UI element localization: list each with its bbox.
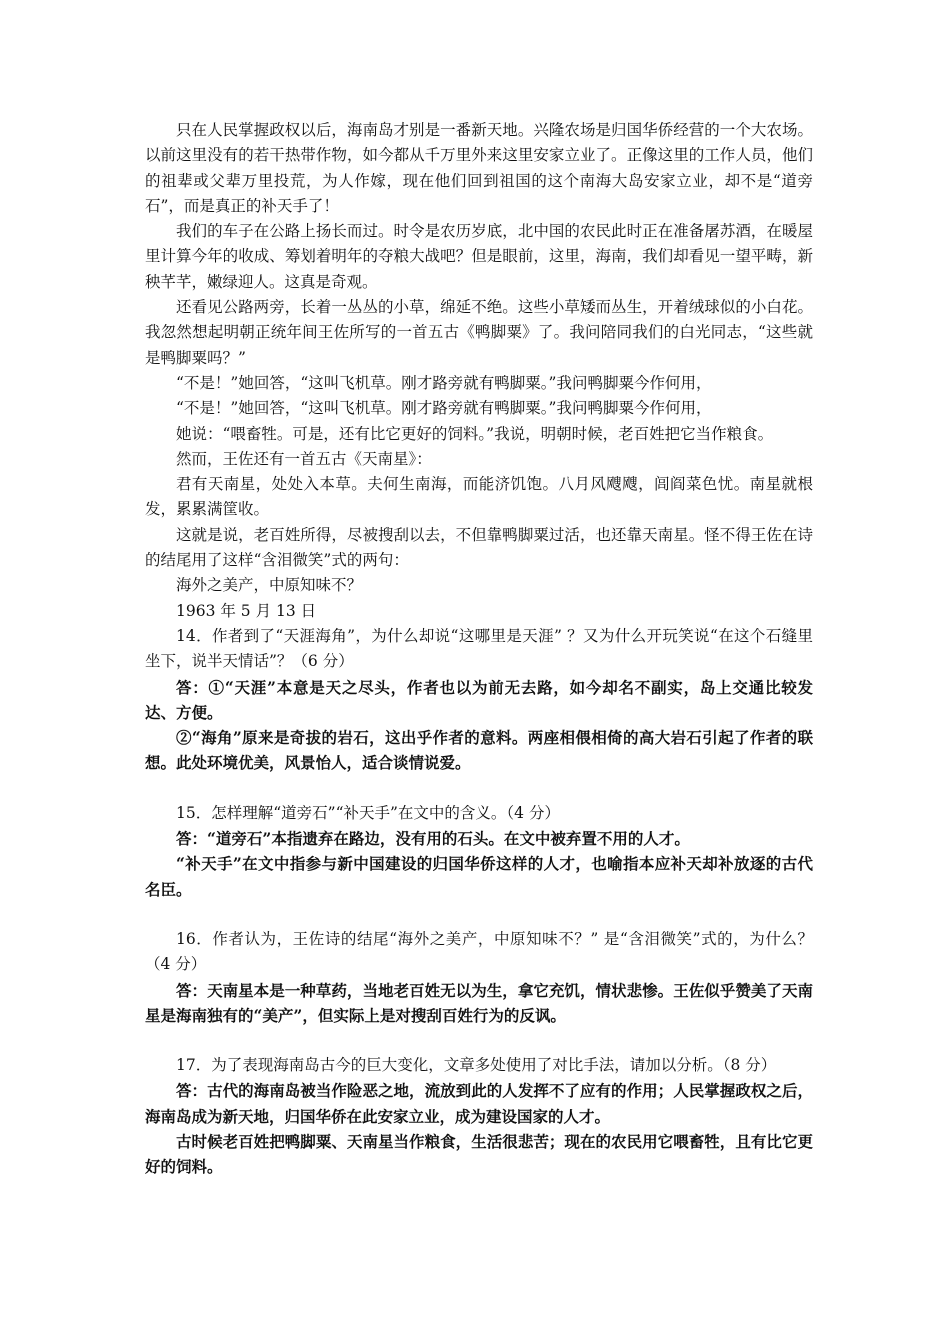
answer-17-part-2: 古时候老百姓把鸭脚粟、天南星当作粮食，生活很悲苦；现在的农民用它喂畜牲，且有比它更好的饲料。 (145, 1131, 813, 1177)
paragraph: “不是！”她回答，“这叫飞机草。刚才路旁就有鸭脚粟。”我问鸭脚粟今作何用， (176, 399, 712, 418)
poem-line: 海外之美产，中原知味不？ (176, 576, 363, 595)
document-page (145, 118, 813, 1180)
question-15: 15．怎样理解“道旁石”“补天手”在文中的含义。（4 分） (176, 803, 560, 822)
question-17: 17．为了表现海南岛古今的巨大变化，文章多处使用了对比手法，请加以分析。（8 分） (176, 1056, 777, 1075)
paragraph: 这就是说，老百姓所得，尽被搜刮以去，不但靠鸭脚粟过活，也还靠天南星。怪不得王佐在诗的结尾用了这样“含泪微笑”式的两句： (145, 525, 813, 570)
paragraph: 然而，王佐还有一首五古《天南星》： (176, 449, 432, 468)
answer-16: 答：天南星本是一种草药，当地老百姓无以为生，拿它充饥，情状悲惨。王佐似乎赞美了天南星是海南独有的“美产”，但实际上是对搜刮百姓行为的反讽。 (145, 980, 813, 1025)
paragraph: 还看见公路两旁，长着一丛丛的小草，绵延不绝。这些小草矮而丛生，开着绒球似的小白花。我忽然想起明朝正统年间王佐所写的一首五古《鸭脚粟》了。我问陪同我们的白光同志，“这些就是鸭脚粟吗？” (145, 298, 813, 367)
spacer (145, 776, 813, 801)
spacer (145, 902, 813, 927)
answer-14-part-2: ②“海角”原来是奇拔的岩石，这出乎作者的意料。两座相偎相倚的高大岩石引起了作者的联想。此处环境优美，风景怡人，适合谈情说爱。 (145, 728, 813, 773)
answer-14-part-1: 答：①“天涯”本意是天之尽头，作者也以为前无去路，如今却名不副实，岛上交通比较发达、方便。 (145, 677, 813, 722)
answer-15-part-2: “补天手”在文中指参与新中国建设的归国华侨这样的人才，也喻指本应补天却补放逐的古代名臣。 (145, 854, 813, 899)
paragraph: “不是！”她回答，“这叫飞机草。刚才路旁就有鸭脚粟。”我问鸭脚粟今作何用， (176, 373, 712, 392)
poem-text: 君有天南星，处处入本草。夫何生南海，而能济饥饱。八月风飕飕，闾阎菜色忧。南星就根发，累累满筐收。 (145, 475, 813, 519)
paragraph: 她说：“喂畜牲。可是，还有比它更好的饲料。”我说，明朝时候，老百姓把它当作粮食。 (176, 424, 774, 443)
question-14: 14．作者到了“天涯海角”，为什么却说“这哪里是天涯” ？又为什么开玩笑说“在这个石缝里坐下，说半天情话”？（6 分） (145, 626, 813, 671)
answer-15-part-1: 答：“道旁石”本指遗弃在路边，没有用的石头。在文中被弃置不用的人才。 (176, 829, 690, 849)
paragraph: 我们的车子在公路上扬长而过。时令是农历岁底，北中国的农民此时正在准备屠苏酒，在暖屋里计算今年的收成、筹划着明年的夺粮大战吧？但是眼前，这里，海南，我们却看见一望平畴，新秧芊芊，嫩绿迎人。这真是奇观。 (145, 222, 813, 291)
question-16: 16．作者认为，王佐诗的结尾“海外之美产，中原知味不？” 是“含泪微笑”式的，为什么？（4 分） (145, 929, 813, 974)
answer-17-part-1: 答：古代的海南岛被当作险恶之地，流放到此的人发挥不了应有的作用；人民掌握政权之后，海南岛成为新天地，归国华侨在此安家立业，成为建设国家的人才。 (145, 1081, 813, 1126)
date-line: 1963 年 5 月 13 日 (176, 601, 317, 620)
spacer (145, 1028, 813, 1053)
paragraph: 只在人民掌握政权以后，海南岛才别是一番新天地。兴隆农场是归国华侨经营的一个大农场。以前这里没有的若干热带作物，如今都从千万里外来这里安家立业了。正像这里的工作人员，他们的祖辈或父辈万里投荒，为人作嫁，现在他们回到祖国的这个南海大岛安家立业，却不是“道旁石”，而是真正的补天手了！ (145, 121, 813, 215)
